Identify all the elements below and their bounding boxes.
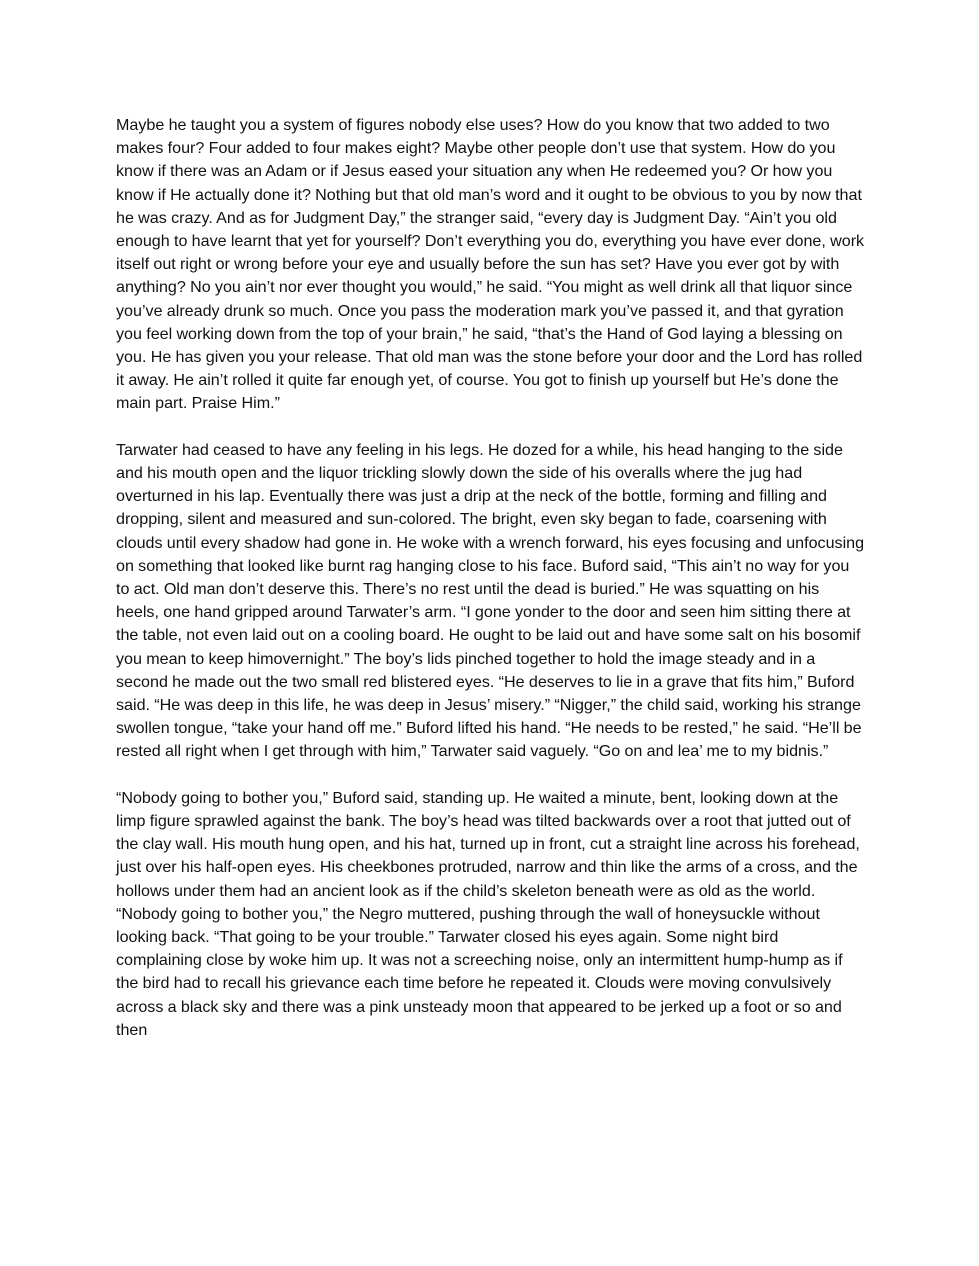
document-page — [116, 114, 866, 1065]
paragraph-1: Maybe he taught you a system of figures nobody else uses? How do you know that two added to two makes four? Four added to four makes eight? Maybe other people don’t use that system. How do you know if there was an Adam or if Jesus eased your situation any when He redeemed you? Or how you know if He actually done it? Nothing but that old man’s word and it ought to be obvious to you by now that he was crazy. And as for Judgment Day,” the stranger said, “every day is Judgment Day. “Ain’t you old enough to have learnt that yet for yourself? Don’t everything you do, everything you have ever done, work itself out right or wrong before your eye and usually before the sun has set? Have you ever got by with anything? No you ain’t nor ever thought you would,” he said. “You might as well drink all that liquor since you’ve already drunk so much. Once you pass the moderation mark you’ve passed it, and that gyration you feel working down from the top of your brain,” he said, “that’s the Hand of God laying a blessing on you. He has given you your release. That old man was the stone before your door and the Lord has rolled it away. He ain’t rolled it quite far enough yet, of course. You got to finish up yourself but He’s done the main part. Praise Him.” — [116, 116, 865, 413]
paragraph-2: Tarwater had ceased to have any feeling in his legs. He dozed for a while, his head hanging to the side and his mouth open and the liquor trickling slowly down the side of his overalls where the jug had overturned in his lap. Eventually there was just a drip at the neck of the bottle, forming and filling and dropping, silent and measured and sun-colored. The bright, even sky began to fade, coarsening with clouds until every shadow had gone in. He woke with a wrench forward, his eyes focusing and unfocusing on something that looked like burnt rag hanging close to his face. Buford said, “This ain’t no way for you to act. Old man don’t deserve this. There’s no rest until the dead is buried.” He was squatting on his heels, one hand gripped around Tarwater’s arm. “I gone yonder to the door and seen him sitting there at the table, not even laid out on a cooling board. He ought to be laid out and have some salt on his bosomif you mean to keep himovernight.” The boy’s lids pinched together to hold the image steady and in a second he made out the two small red blistered eyes. “He deserves to lie in a grave that fits him,” Buford said. “He was deep in this life, he was deep in Jesus’ misery.” “Nigger,” the child said, working his strange swollen tongue, “take your hand off me.” Buford lifted his hand. “He needs to be rested,” he said. “He’ll be rested all right when I get through with him,” Tarwater said vaguely. “Go on and lea’ me to my bidnis.” — [116, 440, 865, 761]
paragraph-3: “Nobody going to bother you,” Buford said, standing up. He waited a minute, bent, looking down at the limp figure sprawled against the bank. The boy’s head was tilted backwards over a root that jutted out of the clay wall. His mouth hung open, and his hat, turned up in front, cut a straight line across his forehead, just over his half-open eyes. His cheekbones protruded, narrow and thin like the arms of a cross, and the hollows under them had an ancient look as if the child’s skeleton beneath were as old as the world. “Nobody going to bother you,” the Negro muttered, pushing through the wall of honeysuckle without looking back. “That going to be your trouble.” Tarwater closed his eyes again. Some night bird complaining close by woke him up. It was not a screeching noise, only an intermittent hump-hump as if the bird had to recall his grievance each time before he repeated it. Clouds were moving convulsively across a black sky and there was a pink unsteady moon that appeared to be jerked up a foot or so and then — [116, 788, 860, 1039]
